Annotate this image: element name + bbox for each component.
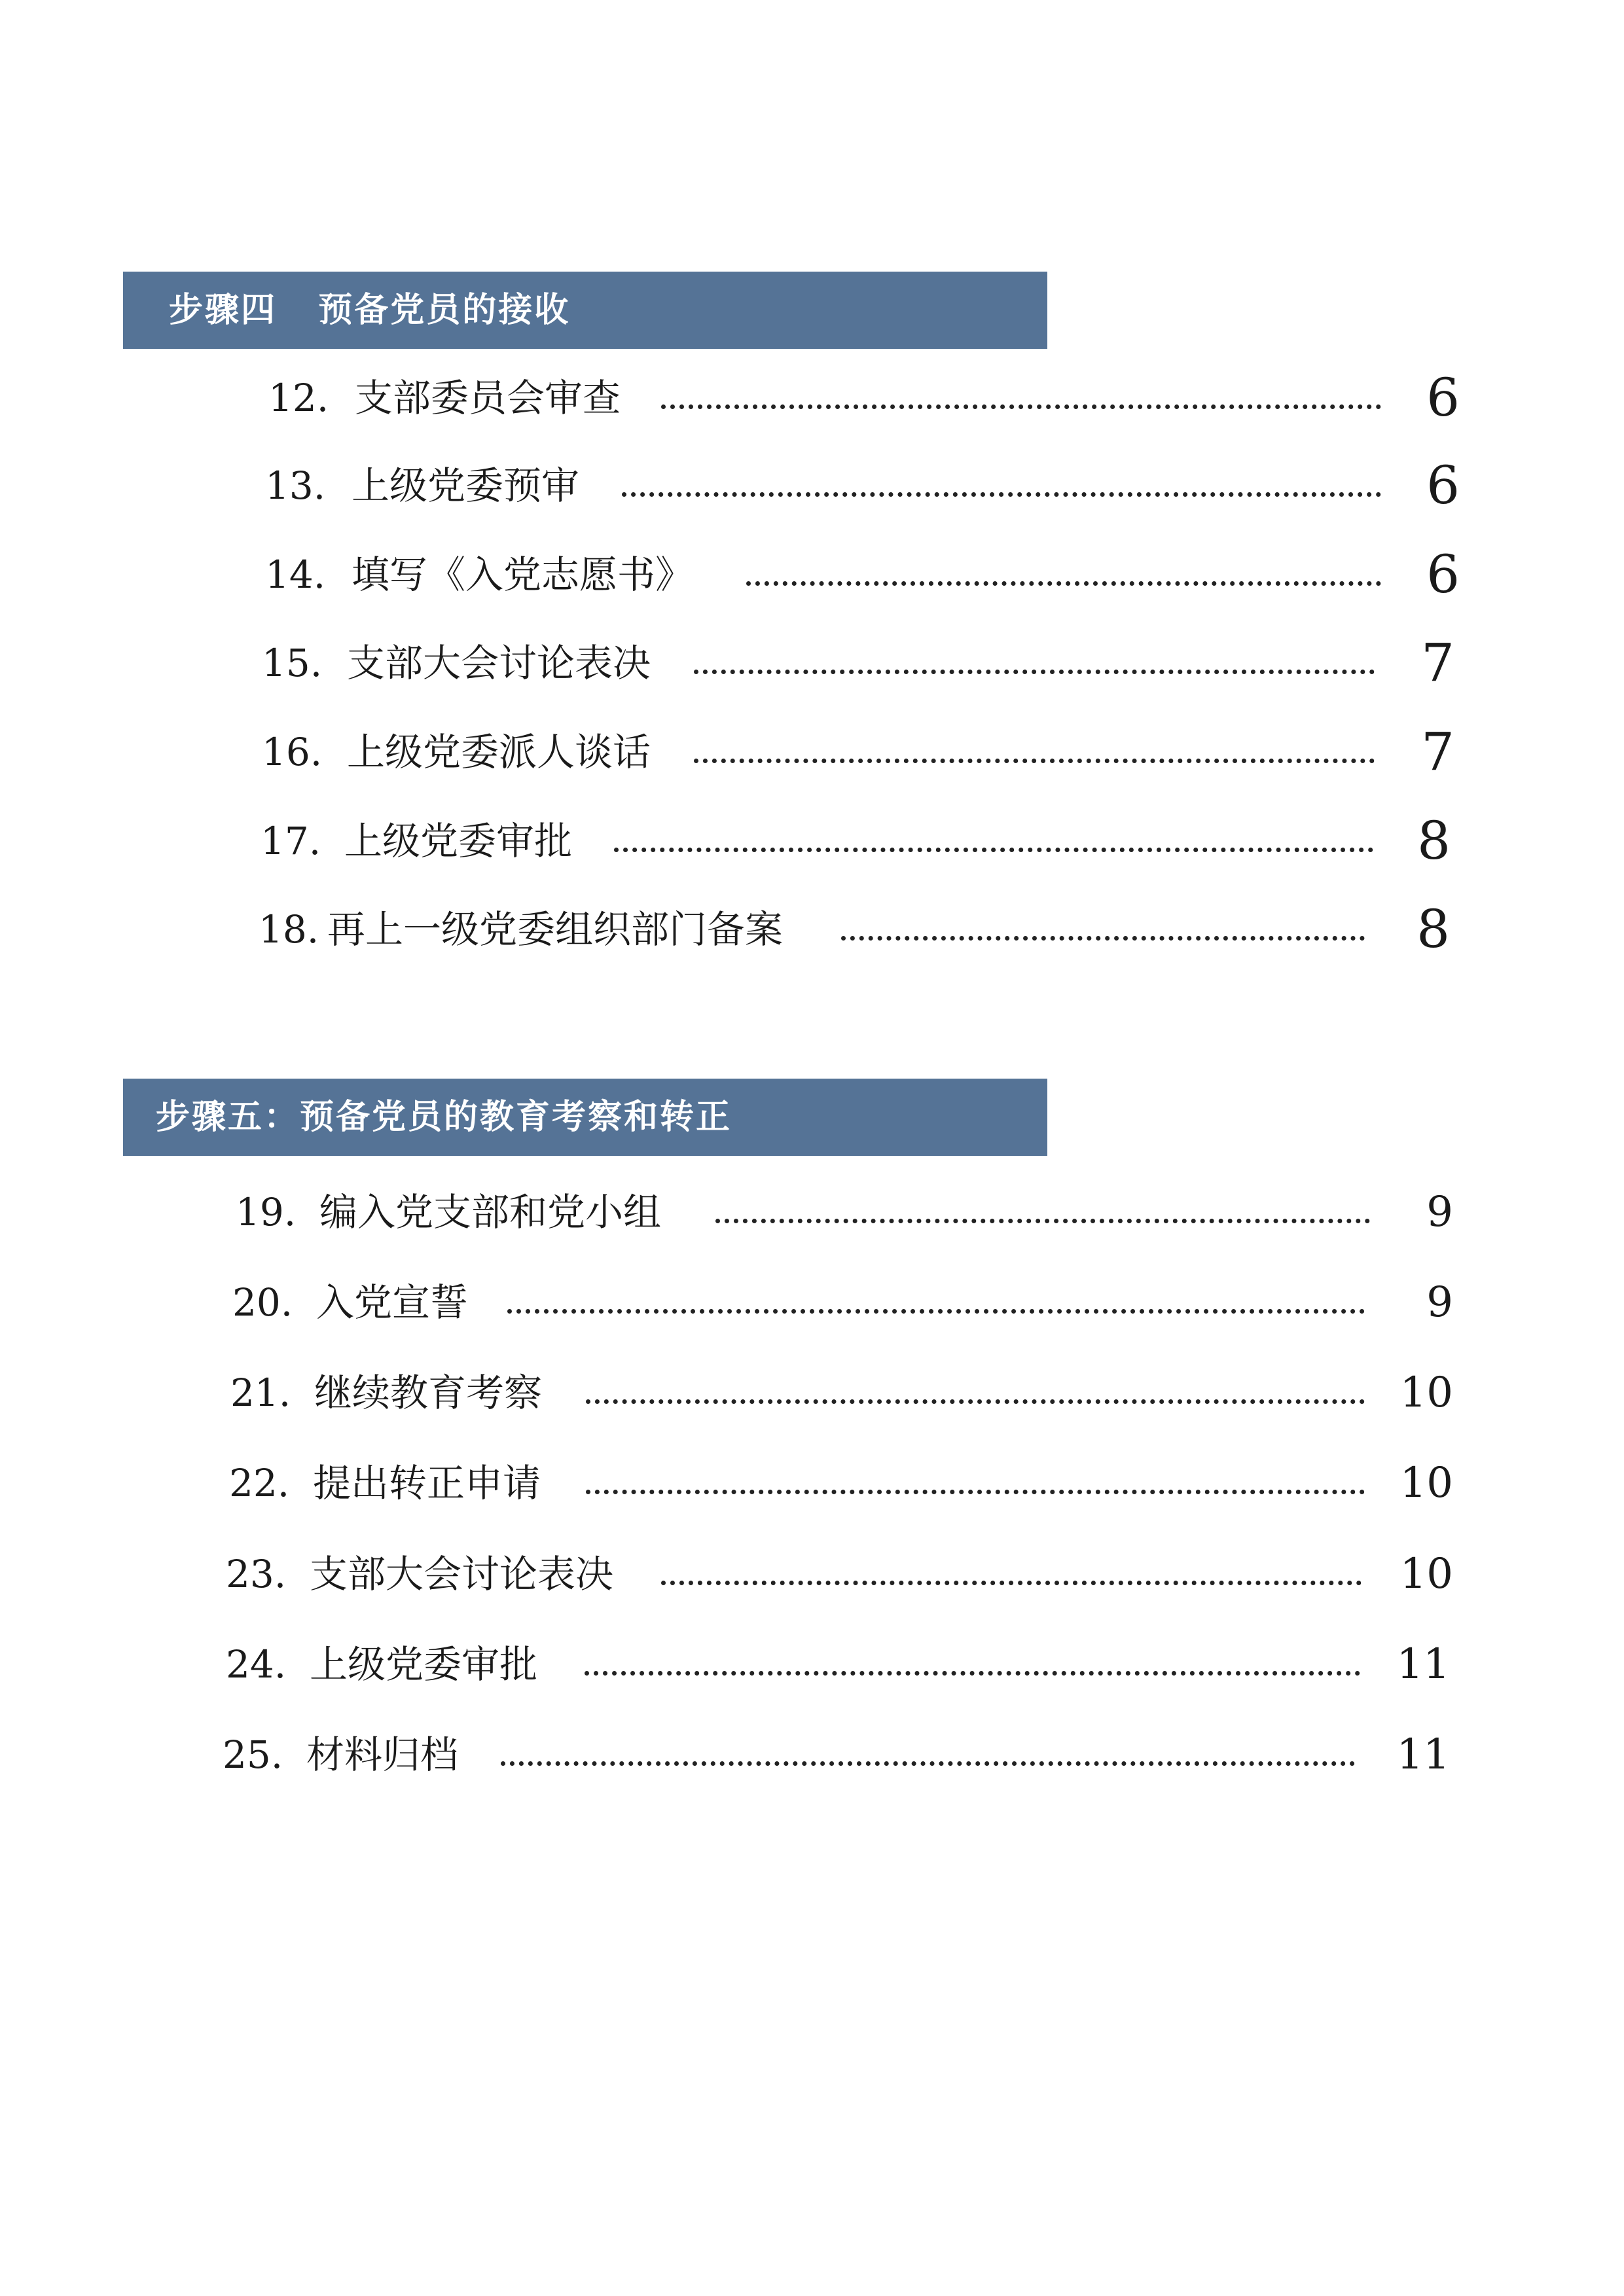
entry-page-number: 10 (1399, 1459, 1453, 1507)
entry-title: 上级党委审批 (310, 1642, 538, 1687)
entry-title: 支部大会讨论表决 (310, 1552, 614, 1596)
entry-page-number: 9 (1426, 1188, 1453, 1236)
entry-title: 上级党委预审 (352, 463, 580, 508)
toc-entry[interactable] (226, 1543, 1453, 1605)
entry-title: 材料归档 (306, 1732, 459, 1777)
entry-title: 支部大会讨论表决 (347, 641, 651, 685)
toc-entry[interactable] (265, 543, 1460, 606)
entry-page-number: 6 (1426, 455, 1460, 516)
toc-entry[interactable] (262, 721, 1454, 783)
entry-title: 入党宣誓 (316, 1280, 469, 1325)
toc-entry[interactable] (232, 1271, 1453, 1334)
entry-title: 继续教育考察 (314, 1371, 543, 1415)
toc-entry[interactable] (262, 632, 1454, 694)
toc-entry[interactable] (230, 1361, 1453, 1424)
entry-title: 上级党委派人谈话 (347, 730, 651, 774)
entry-page-number: 11 (1396, 1731, 1450, 1779)
toc-entry[interactable] (223, 1723, 1450, 1786)
section-heading: 步骤四 预备党员的接收 (169, 291, 571, 330)
entry-page-number: 10 (1399, 1550, 1453, 1598)
entry-title: 编入党支部和党小组 (319, 1190, 662, 1234)
entry-number: 22. (229, 1461, 290, 1505)
dot-leader (586, 1490, 1365, 1494)
entry-page-number: 10 (1399, 1369, 1453, 1417)
entry-number: 24. (226, 1642, 287, 1687)
entry-number: 16. (262, 730, 323, 774)
entry-page-number: 7 (1421, 632, 1454, 693)
dot-leader (694, 670, 1375, 674)
entry-title: 提出转正申请 (313, 1461, 541, 1505)
entry-title: 上级党委审批 (344, 819, 573, 863)
entry-number: 15. (262, 641, 323, 685)
entry-page-number: 8 (1417, 810, 1451, 871)
entry-number: 20. (232, 1280, 293, 1325)
toc-entry[interactable] (226, 1633, 1450, 1696)
entry-page-number: 9 (1426, 1278, 1453, 1327)
dot-leader (746, 581, 1381, 586)
toc-entry[interactable] (261, 810, 1451, 872)
entry-number: 21. (230, 1371, 291, 1415)
dot-leader (622, 492, 1381, 497)
toc-entry[interactable] (268, 367, 1460, 429)
entry-number: 19. (236, 1190, 297, 1234)
entry-number: 14. (265, 552, 326, 597)
entry-number: 18. (259, 907, 319, 952)
toc-entry[interactable] (259, 898, 1450, 961)
dot-leader (501, 1761, 1355, 1766)
dot-leader (661, 404, 1381, 409)
entry-number: 25. (223, 1732, 283, 1777)
entry-number: 13. (265, 463, 326, 508)
entry-page-number: 8 (1416, 899, 1450, 960)
entry-page-number: 11 (1396, 1640, 1450, 1689)
dot-leader (694, 759, 1375, 763)
entry-page-number: 7 (1421, 721, 1454, 782)
toc-entry[interactable] (265, 454, 1460, 517)
section-heading-banner (123, 1079, 1047, 1156)
dot-leader (661, 1581, 1362, 1585)
dot-leader (585, 1671, 1360, 1676)
toc-entry[interactable] (236, 1181, 1453, 1244)
entry-number: 17. (261, 819, 321, 863)
entry-title: 支部委员会审查 (355, 376, 621, 420)
entry-title: 再上一级党委组织部门备案 (327, 907, 784, 952)
dot-leader (507, 1309, 1365, 1314)
section-heading: 步骤五：预备党员的教育考察和转正 (156, 1098, 732, 1137)
dot-leader (586, 1399, 1365, 1404)
dot-leader (715, 1219, 1370, 1223)
entry-page-number: 6 (1426, 367, 1460, 428)
entry-number: 12. (268, 376, 329, 420)
entry-number: 23. (226, 1552, 287, 1596)
section-heading-banner (123, 272, 1047, 349)
entry-page-number: 6 (1426, 544, 1460, 605)
dot-leader (614, 848, 1373, 852)
toc-entry[interactable] (229, 1452, 1453, 1515)
entry-title: 填写《入党志愿书》 (352, 552, 694, 597)
dot-leader (841, 936, 1365, 941)
